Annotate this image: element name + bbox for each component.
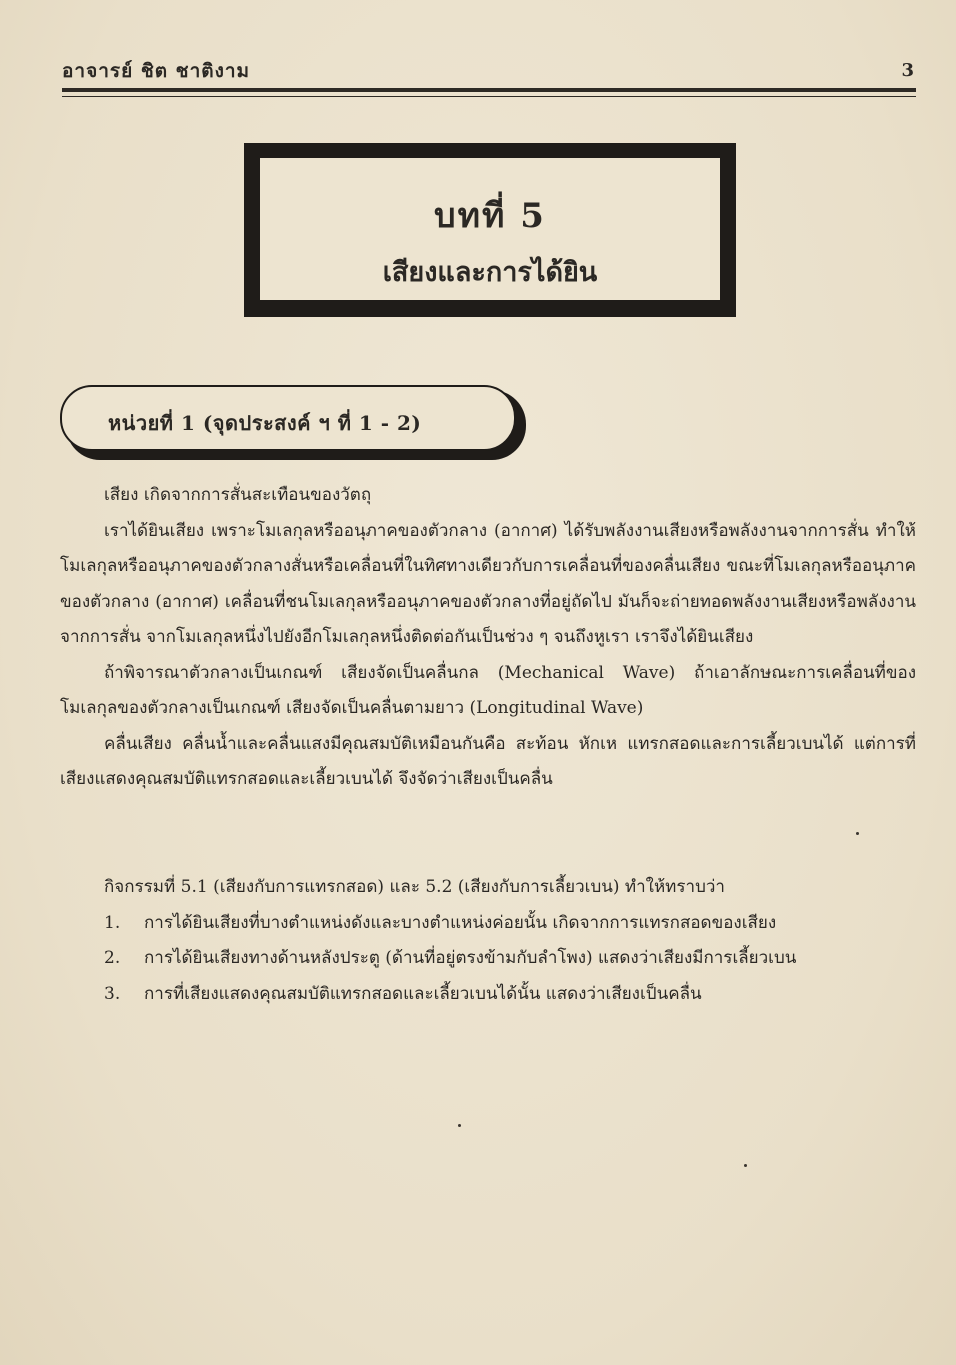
list-item-number: 1. <box>104 912 121 933</box>
list-item-number: 3. <box>104 983 121 1004</box>
header-author: อาจารย์ ชิต ชาติงาม <box>62 60 251 82</box>
chapter-number: บทที่ 5 <box>434 196 546 236</box>
unit-badge <box>60 385 516 451</box>
paper-speck <box>744 1164 747 1167</box>
list-item-text: การได้ยินเสียงทางด้านหลังประตู (ด้านที่อยู่ตรงข้ามกับลำโพง) แสดงว่าเสียงมีการเลี้ยวเบน <box>144 948 797 968</box>
list-item <box>60 906 916 942</box>
list-item-text: การที่เสียงแสดงคุณสมบัติแทรกสอดและเลี้ยวเบนได้นั้น แสดงว่าเสียงเป็นคลื่น <box>144 983 702 1004</box>
page-number: 3 <box>901 60 914 81</box>
list-item-text: การได้ยินเสียงที่บางตำแหน่งดังและบางตำแหน่งค่อยนั้น เกิดจากการแทรกสอดของเสียง <box>144 912 777 933</box>
unit-label: หน่วยที่ 1 (จุดประสงค์ ฯ ที่ 1 - 2) <box>108 411 422 435</box>
activity-section <box>60 870 916 1012</box>
paragraph-wave-type: ถ้าพิจารณาตัวกลางเป็นเกณฑ์ เสียงจัดเป็นคลื่นกล (Mechanical Wave) ถ้าเอาลักษณะการเคลื่อนที่ของโมเลกุลของตัวกลางเป็นเกณฑ์ เสียงจัดเป็นคลื่นตามยาว (Longitudinal Wave) <box>60 662 916 718</box>
paragraph-properties: คลื่นเสียง คลื่นน้ำและคลื่นแสงมีคุณสมบัติเหมือนกันคือ สะท้อน หักเห แทรกสอดและการเลี้ยวเบนได้ แต่การที่เสียงแสดงคุณสมบัติแทรกสอดและเลี้ยวเบนได้ จึงจัดว่าเสียงเป็นคลื่น <box>60 733 916 789</box>
paper-speck <box>458 1124 461 1127</box>
paragraph-hearing: เราได้ยินเสียง เพราะโมเลกุลหรืออนุภาคของตัวกลาง (อากาศ) ได้รับพลังงานเสียงหรือพลังงานจากการสั่น ทำให้โมเลกุลหรืออนุภาคของตัวกลางสั่นหรือเคลื่อนที่ในทิศทางเดียวกับการเคลื่อนที่ของคลื่นเสียง ขณะที่โมเลกุลหรืออนุภาคของตัวกลาง (อากาศ) เคลื่อนที่ชนโมเลกุลหรืออนุภาคของตัวกลางที่อยู่ถัดไป มันก็จะถ่ายทอดพลังงานเสียงหรือพลังงานจากการสั่น จากโมเลกุลหนึ่งไปยังอีกโมเลกุลหนึ่งติดต่อกันเป็นช่วง ๆ จนถึงหูเรา เราจึงได้ยินเสียง <box>60 520 916 647</box>
list-item <box>60 941 916 977</box>
chapter-title-box <box>258 156 722 302</box>
header-rule-thick <box>62 88 916 92</box>
chapter-title: เสียงและการได้ยิน <box>382 257 598 288</box>
list-item <box>60 977 916 1013</box>
list-item-number: 2. <box>104 948 121 968</box>
activity-list <box>60 906 916 1013</box>
activity-intro: กิจกรรมที่ 5.1 (เสียงกับการแทรกสอด) และ 5.2 (เสียงกับการเลี้ยวเบน) ทำให้ทราบว่า <box>104 877 725 897</box>
header-rule-thin <box>62 96 916 97</box>
paragraph-definition: เสียง เกิดจากการสั่นสะเทือนของวัตถุ <box>104 485 372 505</box>
paper-speck <box>856 832 859 835</box>
body-text <box>60 478 916 798</box>
